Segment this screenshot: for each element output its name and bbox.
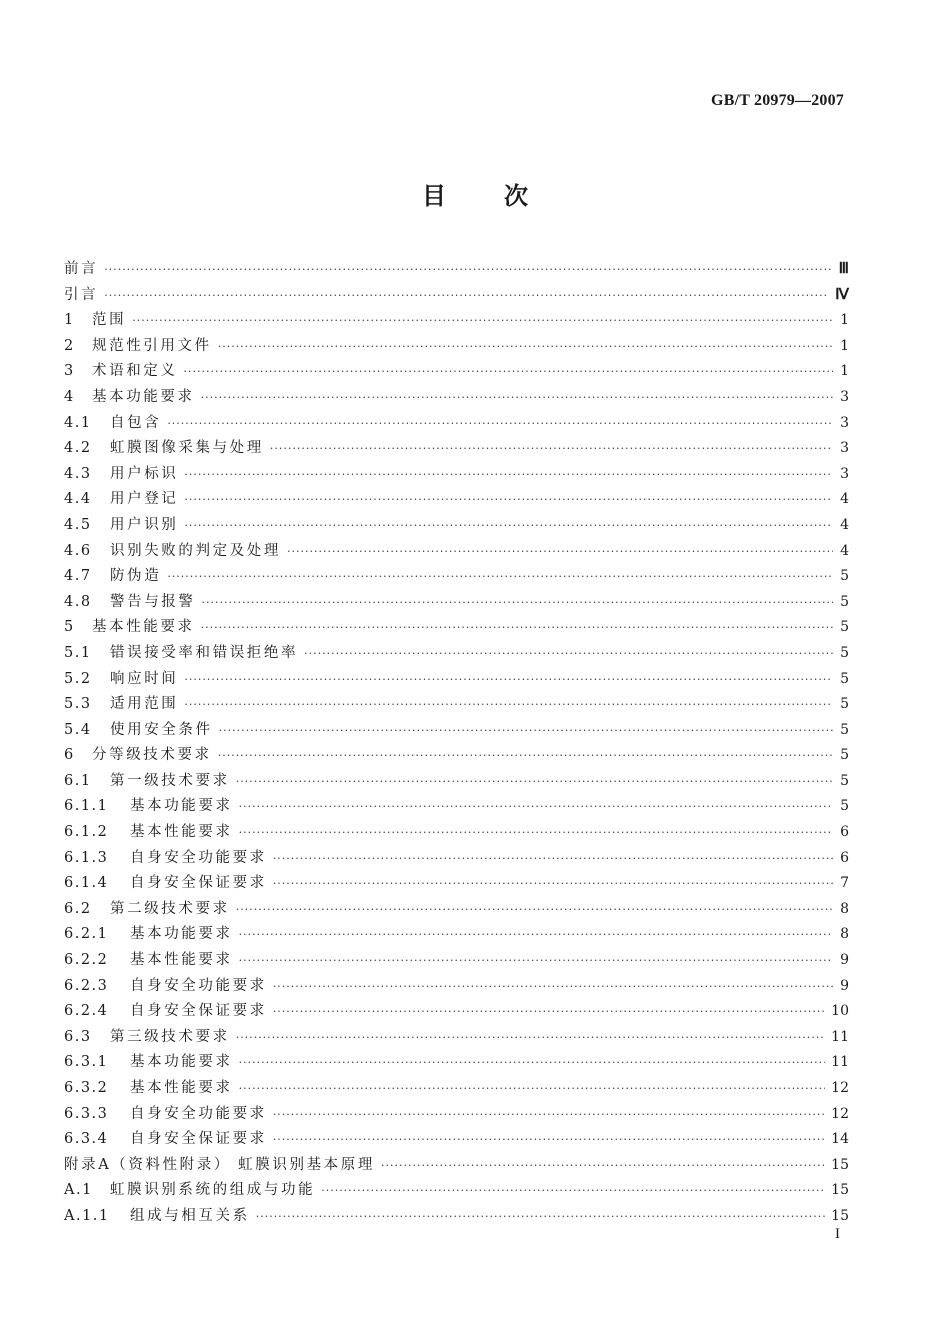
toc-entry-number: 4.8 (64, 593, 92, 610)
toc-dot-leader (239, 1076, 826, 1102)
toc-entry (64, 462, 849, 488)
toc-dot-leader (239, 922, 833, 948)
toc-entry-title: 虹膜图像采集与处理 (110, 440, 264, 457)
toc-entry (64, 769, 849, 795)
toc-entry (64, 794, 849, 820)
toc-entry-title: 自身安全功能要求 (130, 1105, 267, 1122)
toc-entry (64, 1178, 849, 1204)
toc-entry-page: 4 (840, 516, 849, 533)
toc-entry (64, 1102, 849, 1128)
toc-dot-leader (321, 1178, 825, 1204)
toc-entry-title: 第一级技术要求 (110, 772, 230, 789)
toc-entry-title: 使用安全条件 (110, 721, 213, 738)
toc-dot-leader (132, 308, 833, 334)
toc-entry-number: 6.2.4 (64, 1003, 109, 1020)
title-char-1: 目 (422, 182, 446, 210)
toc-entry (64, 718, 849, 744)
toc-entry-page: 8 (840, 926, 849, 943)
toc-entry (64, 283, 849, 309)
toc-entry-page: 9 (840, 977, 849, 994)
toc-entry-number: 6.1.1 (64, 798, 109, 815)
toc-entry-title: 响应时间 (110, 670, 179, 687)
toc-entry-title: 基本性能要求 (130, 1080, 233, 1096)
toc-entry (64, 743, 849, 769)
toc-entry-number: 1 (64, 312, 75, 329)
toc-dot-leader (273, 1102, 825, 1128)
toc-entry-number: 6.3.1 (64, 1054, 109, 1071)
toc-entry (64, 1076, 849, 1102)
toc-entry-title: 警告与报警 (110, 593, 196, 610)
toc-entry-title: 基本功能要求 (92, 388, 195, 405)
toc-dot-leader (184, 462, 833, 488)
toc-entry-number: A.1 (64, 1182, 93, 1199)
toc-entry-page: 9 (840, 952, 849, 969)
toc-dot-leader (239, 820, 833, 846)
toc-entry-page: 5 (840, 568, 849, 585)
toc-entry-number: 4.4 (64, 491, 92, 508)
toc-entry-number: A.1.1 (64, 1207, 110, 1224)
toc-entry-title: 基本性能要求 (130, 952, 233, 969)
toc-entry-title: 基本功能要求 (130, 926, 233, 943)
toc-entry-page: 3 (840, 388, 849, 405)
toc-entry-page: 11 (831, 1054, 849, 1071)
toc-entry (64, 667, 849, 693)
toc-entry-title: 自身安全保证要求 (130, 1131, 267, 1148)
toc-entry (64, 1153, 849, 1179)
toc-entry-number: 4.7 (64, 568, 92, 585)
toc-entry-number: 6 (64, 747, 75, 764)
toc-entry-number: 6.2.2 (64, 952, 109, 969)
toc-entry (64, 590, 849, 616)
toc-entry-number: 6.2 (64, 900, 92, 917)
toc-entry-number: 6.3.2 (64, 1080, 109, 1096)
toc-entry-title: 错误接受率和错误拒绝率 (110, 644, 299, 661)
toc-entry-title: 规范性引用文件 (92, 337, 212, 354)
toc-entry-page: 3 (840, 465, 849, 482)
toc-entry-number: 5.4 (64, 721, 92, 738)
toc-entry-title: 防伪造 (110, 568, 162, 585)
toc-entry-page: Ⅲ (838, 261, 849, 277)
toc-entry-number: 6.1.3 (64, 849, 109, 866)
toc-dot-leader (184, 359, 834, 385)
toc-dot-leader (239, 794, 833, 820)
toc-entry-page: 5 (840, 721, 849, 738)
toc-entry (64, 334, 849, 360)
toc-entry-title: 适用范围 (110, 696, 179, 713)
toc-entry (64, 564, 849, 590)
toc-dot-leader (239, 1050, 826, 1076)
toc-entry-number: 6.1 (64, 772, 92, 789)
toc-entry-number: 6.2.3 (64, 977, 109, 994)
page-title (0, 176, 950, 211)
toc-entry-number: 3 (64, 363, 75, 380)
toc-entry (64, 487, 849, 513)
toc-entry-title: 自包含 (110, 414, 162, 431)
toc-entry-number: 6.3 (64, 1028, 92, 1045)
toc-entry (64, 948, 849, 974)
toc-entry-page: Ⅳ (835, 286, 849, 303)
toc-entry (64, 820, 849, 846)
toc-dot-leader (304, 641, 833, 667)
toc-entry-page: 7 (840, 875, 849, 892)
toc-entry (64, 897, 849, 923)
toc-entry-number: 2 (64, 337, 75, 354)
toc-dot-leader (236, 769, 833, 795)
toc-entry-title: 自身安全保证要求 (130, 875, 267, 892)
toc-entry-number: 5.3 (64, 696, 92, 713)
toc-entry (64, 411, 849, 437)
toc-dot-leader (167, 564, 833, 590)
toc-entry-number: 5.2 (64, 670, 92, 687)
toc-entry (64, 1204, 849, 1230)
toc-entry-page: 15 (831, 1156, 849, 1173)
toc-entry-title: 用户标识 (110, 465, 179, 482)
toc-entry-title: 自身安全功能要求 (130, 849, 267, 866)
toc-entry-title: 虹膜识别系统的组成与功能 (110, 1182, 316, 1199)
toc-dot-leader (201, 615, 833, 641)
toc-entry-number: 4.5 (64, 516, 92, 533)
toc-entry (64, 513, 849, 539)
toc-dot-leader (273, 871, 833, 897)
toc-entry-title: 自身安全功能要求 (130, 977, 267, 994)
toc-entry (64, 257, 849, 283)
toc-entry-number: 5 (64, 619, 75, 636)
toc-entry (64, 1127, 849, 1153)
toc-entry-page: 15 (831, 1207, 849, 1224)
toc-dot-leader (236, 1025, 825, 1051)
toc-entry-title: 用户登记 (110, 491, 179, 508)
toc-entry-title: 组成与相互关系 (130, 1207, 250, 1224)
toc-entry-title: 术语和定义 (92, 363, 178, 380)
toc-entry-page: 1 (840, 337, 849, 354)
toc-entry (64, 615, 849, 641)
toc-entry-number: 6.3.4 (64, 1131, 109, 1148)
toc-entry (64, 641, 849, 667)
toc-entry-page: 10 (831, 1003, 849, 1020)
toc-entry (64, 436, 849, 462)
toc-entry-title: 前言 (64, 261, 99, 277)
toc-entry-title: 范围 (92, 312, 127, 329)
toc-entry (64, 539, 849, 565)
toc-dot-leader (256, 1204, 825, 1230)
toc-dot-leader (184, 513, 833, 539)
toc-entry-title: 基本功能要求 (130, 798, 233, 815)
toc-dot-leader (236, 897, 833, 923)
toc-dot-leader (273, 1127, 825, 1153)
toc-entry-title: 引言 (64, 286, 99, 303)
toc-entry-number: 4.3 (64, 465, 92, 482)
toc-entry-page: 1 (840, 363, 849, 380)
toc-entry (64, 999, 849, 1025)
toc-entry-number: 4 (64, 388, 75, 405)
toc-entry (64, 922, 849, 948)
toc-dot-leader (218, 334, 833, 360)
toc-entry-page: 8 (840, 900, 849, 917)
toc-entry-page: 5 (840, 747, 849, 764)
toc-dot-leader (273, 999, 825, 1025)
toc-entry (64, 846, 849, 872)
toc-entry-number: 5.1 (64, 644, 92, 661)
toc-dot-leader (104, 257, 832, 283)
toc-entry-title: 基本性能要求 (130, 824, 233, 841)
title-char-2: 次 (504, 182, 528, 210)
toc-entry-number: 6.1.4 (64, 875, 109, 892)
toc-entry-page: 4 (840, 542, 849, 559)
toc-entry-page: 4 (840, 491, 849, 508)
toc-dot-leader (201, 385, 833, 411)
toc-entry-page: 3 (840, 440, 849, 457)
toc-entry-page: 15 (831, 1182, 849, 1199)
toc-entry-page: 5 (840, 798, 849, 815)
toc-entry-title: 基本性能要求 (92, 619, 195, 636)
toc-dot-leader (184, 692, 833, 718)
toc-entry-page: 5 (840, 593, 849, 610)
toc-entry-page: 5 (840, 696, 849, 713)
footer-page-number: I (835, 1226, 840, 1242)
toc-dot-leader (219, 718, 833, 744)
toc-entry-page: 6 (840, 824, 849, 841)
toc-dot-leader (273, 846, 833, 872)
toc-entry (64, 692, 849, 718)
toc-entry-page: 1 (840, 312, 849, 329)
toc-entry-page: 11 (831, 1028, 849, 1045)
toc-entry-number: 6.3.3 (64, 1105, 109, 1122)
toc-entry-number: 6.2.1 (64, 926, 109, 943)
toc-entry-page: 6 (840, 849, 849, 866)
toc-entry-page: 5 (840, 670, 849, 687)
toc-dot-leader (202, 590, 834, 616)
toc-dot-leader (218, 743, 833, 769)
toc-dot-leader (273, 974, 833, 1000)
toc-entry-number: 4.1 (64, 414, 92, 431)
standard-code: GB/T 20979—2007 (711, 92, 844, 109)
toc-entry-page: 14 (831, 1131, 849, 1148)
toc-dot-leader (381, 1153, 825, 1179)
toc-entry-page: 5 (840, 644, 849, 661)
toc-entry (64, 308, 849, 334)
toc-entry-title: 第三级技术要求 (110, 1028, 230, 1045)
toc-dot-leader (287, 539, 833, 565)
toc-entry (64, 1050, 849, 1076)
toc-entry-title: 自身安全保证要求 (130, 1003, 267, 1020)
toc-entry-page: 3 (840, 414, 849, 431)
toc-entry-title: 附录A（资料性附录） 虹膜识别基本原理 (64, 1156, 375, 1173)
toc-entry-title: 用户识别 (110, 516, 179, 533)
toc-entry-number: 4.6 (64, 542, 92, 559)
toc-entry-page: 12 (831, 1080, 849, 1096)
toc-dot-leader (184, 667, 833, 693)
toc-entry-page: 5 (840, 619, 849, 636)
toc-entry-title: 分等级技术要求 (92, 747, 212, 764)
toc-entry-title: 识别失败的判定及处理 (110, 542, 281, 559)
toc-entry (64, 1025, 849, 1051)
toc-entry (64, 385, 849, 411)
toc-entry (64, 359, 849, 385)
toc-dot-leader (184, 487, 833, 513)
toc-entry-title: 第二级技术要求 (110, 900, 230, 917)
toc-entry-title: 基本功能要求 (130, 1054, 233, 1071)
toc-dot-leader (270, 436, 833, 462)
toc-entry (64, 974, 849, 1000)
toc-entry-page: 5 (840, 772, 849, 789)
toc-dot-leader (239, 948, 833, 974)
toc-dot-leader (167, 411, 833, 437)
toc-entry-number: 4.2 (64, 440, 92, 457)
toc-entry-page: 12 (831, 1105, 849, 1122)
toc-entry (64, 871, 849, 897)
table-of-contents (64, 257, 849, 1230)
toc-entry-number: 6.1.2 (64, 824, 109, 841)
toc-dot-leader (104, 283, 829, 309)
